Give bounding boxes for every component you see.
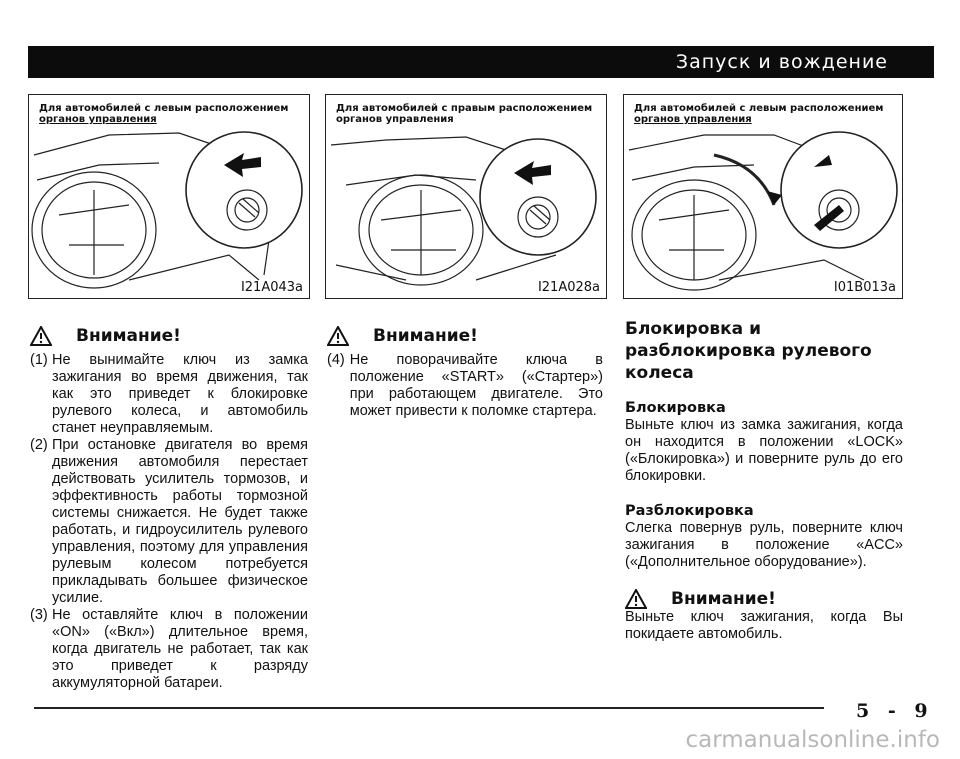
section-header-title: Запуск и вождение [675, 51, 888, 73]
list-item: (3) Не оставляйте ключ в положении «ON» («Вкл») длительное время, когда двигатель не работает, так как это приведет к разряду аккумуляторной батареи. [30, 607, 308, 691]
warning-triangle-icon [327, 326, 349, 346]
warning-heading [327, 326, 603, 346]
list-item: (4) Не поворачивайте ключа в положение «START» («Стартер») при работающем двигателе. Это может привести к поломке стартера. [327, 352, 603, 419]
column-3 [625, 318, 903, 643]
warning-title: Внимание! [76, 325, 181, 346]
figure-caption: Для автомобилей с правым расположением органов управления [336, 103, 593, 125]
column-2 [327, 326, 603, 420]
section-title: Блокировка и разблокировка рулевого колеса [625, 319, 872, 383]
footer-divider [34, 707, 824, 709]
figure-3 [623, 94, 903, 299]
dashboard-illustration-2 [326, 95, 608, 300]
lock-title: Блокировка [625, 400, 726, 416]
figure-code: I01B013a [833, 280, 896, 295]
warning-title: Внимание! [671, 588, 776, 609]
unlock-title: Разблокировка [625, 503, 754, 519]
figure-2 [325, 94, 607, 299]
figure-1 [28, 94, 310, 299]
page-number: 5 - 9 [856, 700, 934, 722]
warning-triangle-icon [30, 326, 52, 346]
warning-triangle-icon [625, 589, 647, 609]
warning-heading [30, 326, 308, 346]
lock-text: Выньте ключ из замка зажигания, когда он находится в положении «LOCK» («Блокировка») и поверните руль до его блокировки. [625, 417, 903, 484]
warning-heading [625, 589, 903, 609]
figure-caption: Для автомобилей с левым расположением органов управления [39, 103, 289, 125]
figure-code: I21A043a [240, 280, 303, 295]
figure-caption: Для автомобилей с левым расположением органов управления [634, 103, 884, 125]
figure-code: I21A028a [537, 280, 600, 295]
warning-text: Выньте ключ зажигания, когда Вы покидаете автомобиль. [625, 609, 903, 642]
dashboard-illustration-1 [29, 95, 311, 300]
header-bar [28, 46, 934, 78]
list-item: (1) Не вынимайте ключ из замка зажигания во время движения, так как это приведет к блокировке рулевого колеса, и автомобиль станет неуправляемым. [30, 352, 308, 436]
unlock-text: Слегка повернув руль, поверните ключ зажигания в положение «ACC» («Дополнительное оборудование»). [625, 520, 903, 570]
warning-title: Внимание! [373, 325, 478, 346]
dashboard-illustration-3 [624, 95, 904, 300]
watermark-text: carmanualsonline.info [685, 727, 940, 753]
list-item: (2) При остановке двигателя во время движения автомобиля перестает действовать усилитель тормозов, и эффективность работы тормозной системы снижается. Не будет также работать, и гидроусилитель рулевого управления, поэтому для управления рулевым колесом потребуется прикладывать большее физическое усилие. [30, 437, 308, 606]
column-1 [30, 326, 308, 692]
